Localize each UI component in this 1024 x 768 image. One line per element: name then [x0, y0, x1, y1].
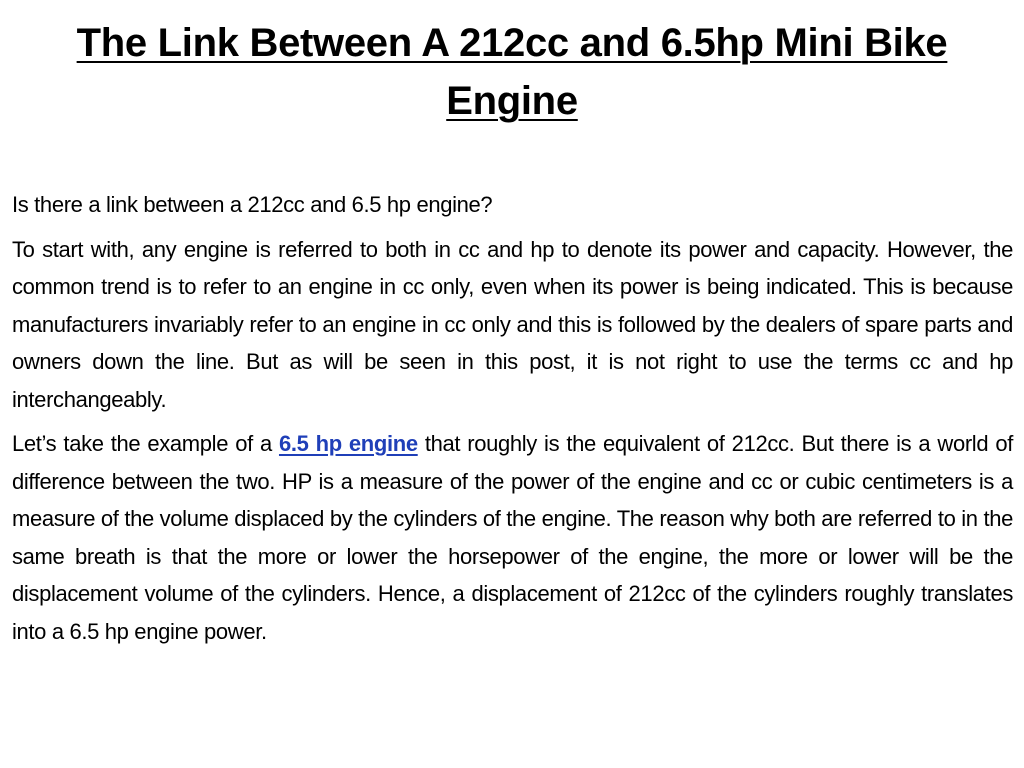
paragraph-example [12, 425, 1013, 650]
engine-link[interactable]: 6.5 hp engine [278, 431, 418, 456]
page-title: The Link Between A 212cc and 6.5hp Mini Bike Engine [76, 21, 948, 123]
paragraph-example-text-end: that roughly is the equivalent of 212cc. But there is a world of difference between the two. HP is a measure of the power of the engine and cc or cubic centimeters is a measure of the volume displaced by the cylinders of the engine. The reason why both are referred to in the same breath is that the more or lower the horsepower of the engine, the more or lower will be the displacement volume of the cylinders. Hence, a displacement of 212cc of the cylinders roughly translates into a 6.5 hp engine power. [12, 431, 1013, 644]
paragraph-intro-question: Is there a link between a 212cc and 6.5 hp engine? [12, 192, 493, 217]
paragraph-cc-hp-usage: To start with, any engine is referred to both in cc and hp to denote its power and capacity. However, the common trend is to refer to an engine in cc only, even when its power is being indicated. This is because manufacturers invariably refer to an engine in cc only and this is followed by the dealers of spare parts and owners down the line. But as will be seen in this post, it is not right to use the terms cc and hp interchangeably. [12, 236, 1013, 412]
article-body [12, 186, 1013, 657]
paragraph-example-text-start: Let’s take the example of a [12, 431, 279, 456]
